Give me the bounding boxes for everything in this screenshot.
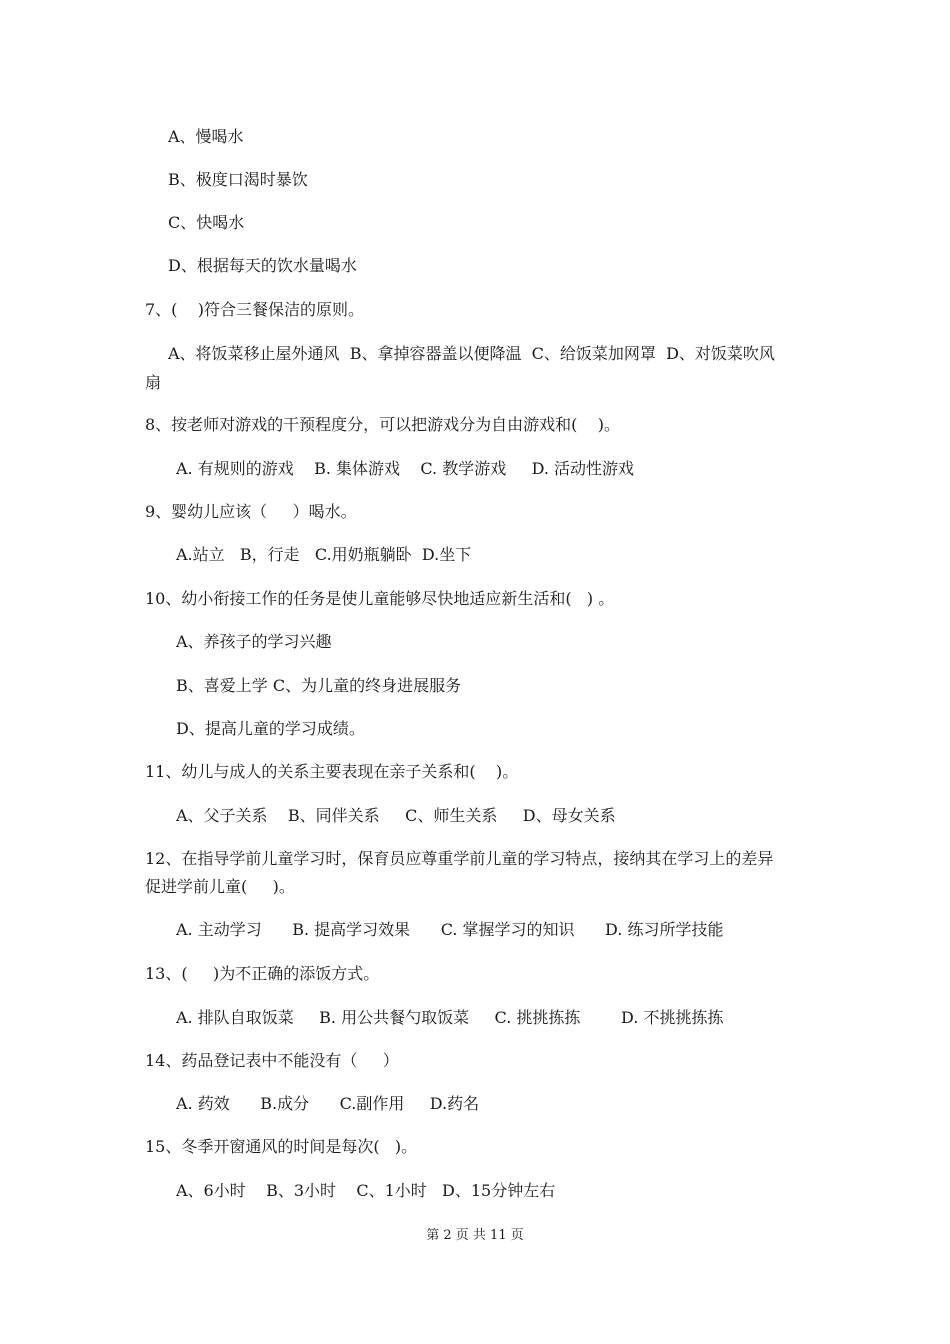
- page-number-footer: 第 2 页 共 11 页: [426, 1228, 524, 1243]
- question-line: 7、( )符合三餐保洁的原则。: [145, 300, 365, 319]
- option-line: A、将饭菜移止屋外通风 B、拿掉容器盖以便降温 C、给饭菜加网罩 D、对饭菜吹风: [168, 344, 775, 363]
- option-line: A. 主动学习 B. 提高学习效果 C. 掌握学习的知识 D. 练习所学技能: [176, 920, 724, 939]
- question-line: 15、冬季开窗通风的时间是每次( )。: [145, 1137, 418, 1156]
- question-line: 13、( )为不正确的添饭方式。: [145, 964, 380, 983]
- option-line: D、根据每天的饮水量喝水: [168, 256, 357, 275]
- question-continuation-line: 促进学前儿童( )。: [145, 877, 295, 896]
- question-line: 12、在指导学前儿童学习时，保育员应尊重学前儿童的学习特点，接纳其在学习上的差异: [145, 849, 774, 868]
- option-continuation-line: 扇: [145, 373, 162, 392]
- option-line: C、快喝水: [168, 213, 245, 232]
- option-line: A. 药效 B.成分 C.副作用 D.药名: [176, 1094, 480, 1113]
- option-line: B、极度口渴时暴饮: [168, 170, 308, 189]
- question-line: 14、药品登记表中不能没有（ ）: [145, 1051, 399, 1070]
- option-line: A、父子关系 B、同伴关系 C、师生关系 D、母女关系: [176, 806, 616, 825]
- question-line: 10、幼小衔接工作的任务是使儿童能够尽快地适应新生活和( ) 。: [145, 589, 615, 608]
- option-line: A.站立 B，行走 C.用奶瓶躺卧 D.坐下: [176, 545, 472, 564]
- question-line: 8、按老师对游戏的干预程度分，可以把游戏分为自由游戏和( )。: [145, 415, 621, 434]
- option-line: A、养孩子的学习兴趣: [176, 632, 332, 651]
- option-line: A. 有规则的游戏 B. 集体游戏 C. 教学游戏 D. 活动性游戏: [176, 459, 635, 478]
- option-line: A. 排队自取饭菜 B. 用公共餐勺取饭菜 C. 挑挑拣拣 D. 不挑挑拣拣: [176, 1008, 724, 1027]
- option-line: B、喜爱上学 C、为儿童的终身进展服务: [176, 676, 462, 695]
- question-line: 9、婴幼儿应该（ ）喝水。: [145, 502, 357, 521]
- option-line: D、提高儿童的学习成绩。: [176, 719, 365, 738]
- option-line: A、6小时 B、3小时 C、1小时 D、15分钟左右: [176, 1181, 556, 1200]
- option-line: A、慢喝水: [168, 127, 244, 146]
- question-line: 11、幼儿与成人的关系主要表现在亲子关系和( )。: [145, 762, 519, 781]
